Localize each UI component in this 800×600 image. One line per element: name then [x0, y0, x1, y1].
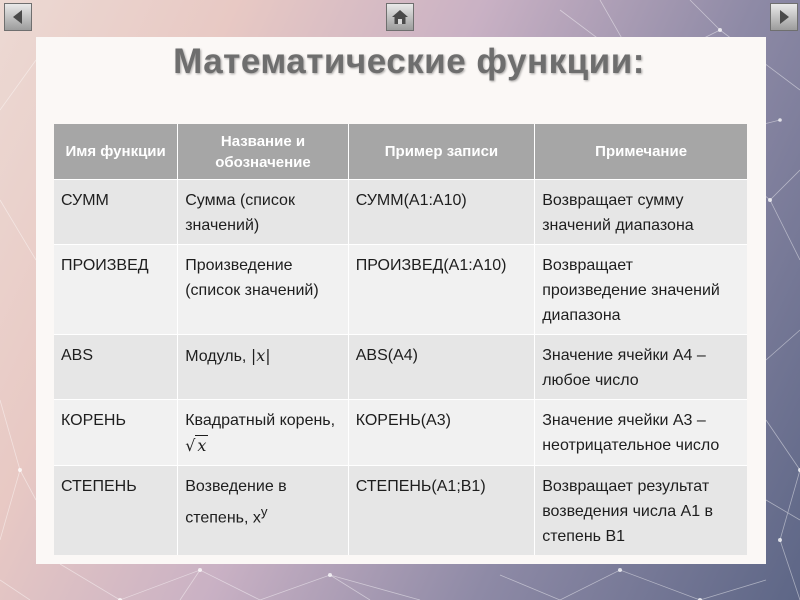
cell-note: Возвращает сумму значений диапазона — [535, 180, 747, 245]
cell-title-text: Возведение в степень, x — [185, 478, 287, 527]
slide-title: Математические функции: — [173, 42, 645, 81]
header-example: Пример записи — [348, 124, 535, 180]
triangle-right-icon — [776, 9, 792, 25]
table-row — [54, 400, 747, 466]
cell-title: Произведение (список значений) — [178, 245, 349, 335]
sqrt-radical-sign: √ — [185, 436, 196, 455]
functions-table — [54, 124, 747, 555]
header-title-notation: Название и обозначение — [178, 124, 349, 180]
abs-formula: |x| — [250, 346, 271, 365]
cell-function-name: КОРЕНЬ — [54, 400, 178, 466]
cell-function-name: СТЕПЕНЬ — [54, 466, 178, 556]
home-slide-button[interactable] — [386, 3, 414, 31]
cell-title — [178, 400, 349, 466]
cell-note: Значение ячейки А3 – неотрицательное число — [535, 400, 747, 466]
cell-example: ABS(A4) — [348, 335, 535, 400]
table-header-row — [54, 124, 747, 180]
sqrt-variable: x — [197, 436, 207, 455]
cell-title: Сумма (список значений) — [178, 180, 349, 245]
power-superscript: y — [260, 504, 268, 519]
cell-title-text: Квадратный корень, — [185, 412, 336, 429]
cell-function-name: СУММ — [54, 180, 178, 245]
home-icon — [391, 9, 409, 25]
cell-title — [178, 335, 349, 400]
cell-note: Значение ячейки А4 – любое число — [535, 335, 747, 400]
header-function-name: Имя функции — [54, 124, 178, 180]
cell-function-name: ПРОИЗВЕД — [54, 245, 178, 335]
table-row — [54, 335, 747, 400]
triangle-left-icon — [10, 9, 26, 25]
cell-example: СУММ(А1:А10) — [348, 180, 535, 245]
table-row — [54, 245, 747, 335]
cell-title-text: Модуль, — [185, 348, 247, 365]
cell-example: КОРЕНЬ(А3) — [348, 400, 535, 466]
sqrt-formula — [185, 433, 208, 458]
previous-slide-button[interactable] — [4, 3, 32, 31]
next-slide-button[interactable] — [770, 3, 798, 31]
cell-example: ПРОИЗВЕД(А1:А10) — [348, 245, 535, 335]
cell-note: Возвращает произведение значений диапазона — [535, 245, 747, 335]
cell-title — [178, 466, 349, 556]
header-note: Примечание — [535, 124, 747, 180]
cell-example: СТЕПЕНЬ(А1;В1) — [348, 466, 535, 556]
table-row — [54, 466, 747, 556]
cell-note: Возвращает результат возведения числа А1 в степень В1 — [535, 466, 747, 556]
cell-function-name: ABS — [54, 335, 178, 400]
table-row — [54, 180, 747, 245]
